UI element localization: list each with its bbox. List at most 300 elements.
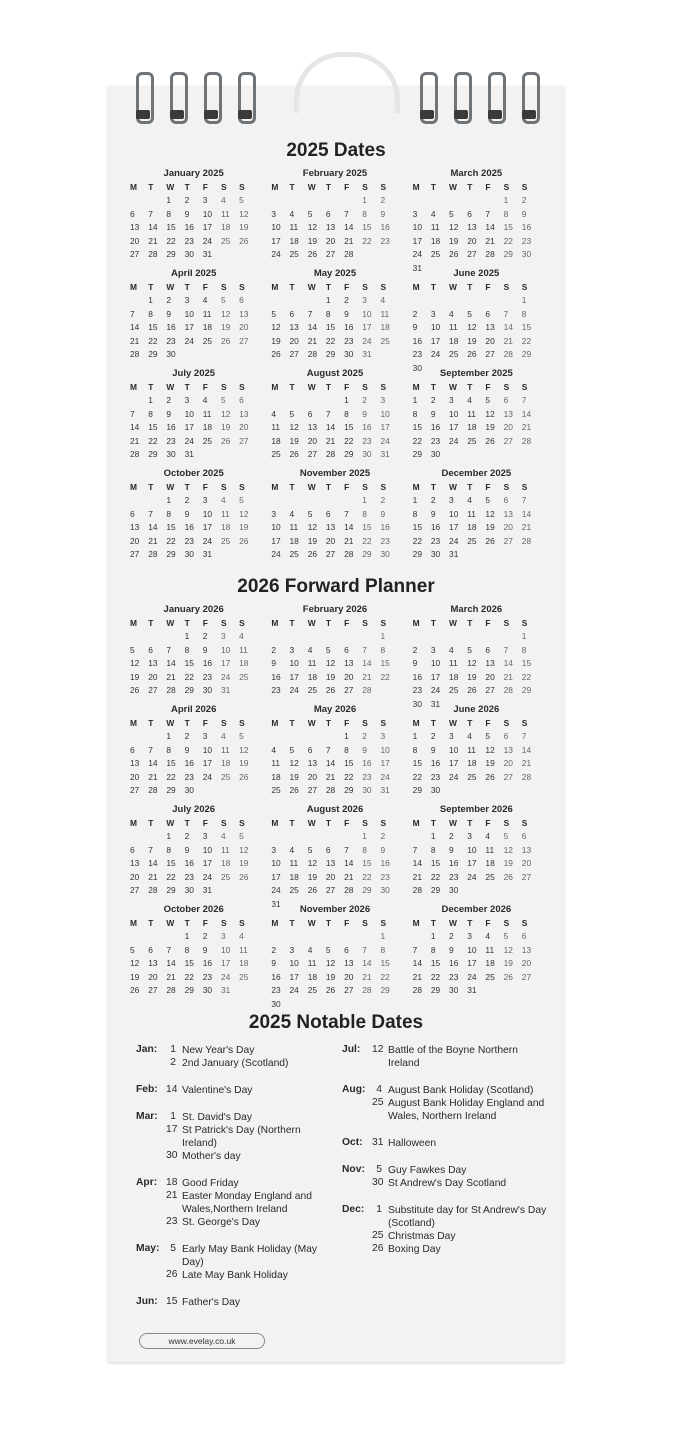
weekday-label: T [148,282,154,292]
day-cell [130,730,148,744]
day-cell: 30 [166,449,176,460]
day-cell [326,730,344,744]
day-cell: 18 [449,335,459,346]
day-cell: 7 [148,844,153,855]
weekday-label: T [467,818,473,828]
day-cell: 25 [289,549,299,560]
day-cell: 13 [521,844,532,855]
day-cell: 21 [130,435,140,446]
day-cell: 6 [344,944,349,955]
day-cell: 13 [130,758,140,769]
day-cell: 8 [344,744,349,755]
weekday-label: S [521,382,528,392]
week-row [130,657,257,671]
notable-month [342,1204,552,1256]
day-cell: 27 [289,349,299,360]
month-block [130,268,257,368]
notable-month [136,1296,336,1309]
day-cell: 25 [289,249,299,260]
weekday-label: T [467,482,473,492]
weekday-label: S [362,482,368,492]
day-cell: 2 [430,395,436,405]
week-row [413,321,540,335]
weekday-label: W [166,918,175,928]
weekday-label: F [485,818,491,828]
day-cell: 19 [220,322,231,333]
day-cell [166,630,184,644]
day-cell: 24 [220,671,231,682]
day-cell [449,630,467,644]
day-cell: 30 [521,249,532,260]
week-row [130,884,257,898]
day-cell [271,630,289,644]
weekday-label: S [380,182,387,192]
day-cell: 29 [521,349,532,360]
weekday-label: F [485,182,491,192]
week-row [130,421,257,435]
notable-event: Boxing Day [388,1244,441,1255]
weekday-label: S [503,382,510,392]
day-cell: 15 [166,522,176,533]
week-row [413,857,540,871]
notable-month [342,1164,552,1190]
day-cell: 3 [362,295,367,305]
day-cell: 13 [521,944,532,955]
day-cell: 12 [325,958,336,969]
day-cell [522,548,540,562]
day-cell: 2 [362,395,367,405]
day-cell: 26 [467,685,477,696]
day-cell [362,630,380,644]
day-cell [522,884,540,898]
day-cell: 16 [202,958,213,969]
weekday-label: S [362,618,368,628]
day-cell: 1 [380,631,386,641]
day-cell: 28 [148,249,158,260]
day-cell: 25 [467,771,477,782]
day-cell [413,294,431,308]
notable-day: 2 [170,1057,176,1068]
week-row [271,308,398,322]
notable-event: St Patrick's Day (Northern Ireland) [182,1125,301,1149]
notable-month-label: Jan: [136,1044,158,1055]
day-cell: 22 [430,871,441,882]
day-cell: 5 [289,408,295,419]
title-2026-forward-planner: 2026 Forward Planner [237,576,435,597]
day-cell: 3 [449,395,454,405]
day-cell: 20 [521,858,532,869]
day-cell: 23 [412,349,422,360]
day-cell: 1 [184,631,190,641]
day-cell: 13 [130,222,140,233]
day-cell: 27 [239,335,249,346]
day-cell: 13 [503,508,513,519]
day-cell: 4 [485,931,491,941]
day-cell: 26 [307,885,318,896]
day-cell: 2 [430,731,436,741]
day-cell: 2 [184,195,190,205]
day-cell: 1 [166,831,172,841]
notable-event: St. David's Day [182,1112,253,1123]
week-row [413,548,540,562]
day-cell: 8 [148,308,153,319]
weekday-label: S [503,918,510,928]
day-cell: 28 [344,549,354,560]
notable-month-label: Oct: [342,1137,363,1148]
day-cell: 25 [485,871,495,882]
day-cell: 10 [220,644,231,655]
day-cell: 1 [325,295,331,305]
day-cell: 18 [467,522,477,533]
day-cell: 9 [362,408,367,419]
calendar-2025 [130,168,540,568]
weekday-label: M [271,918,279,928]
week-row [130,435,257,449]
week-row [271,884,398,898]
week-row [130,757,257,771]
day-cell: 25 [239,671,249,682]
weekday-label: M [271,382,279,392]
weekday-label: T [184,182,190,192]
day-cell: 8 [362,844,367,855]
day-cell: 17 [467,958,477,969]
day-cell: 12 [503,844,513,855]
weekday-header [413,380,540,394]
day-cell: 6 [344,644,349,655]
weekday-header [271,180,398,194]
day-cell: 30 [202,685,213,696]
day-cell [326,394,344,408]
day-cell: 19 [467,671,477,682]
week-row [271,421,398,435]
notable-month-label: Dec: [342,1204,365,1215]
day-cell: 25 [289,885,299,896]
day-cell: 11 [239,944,248,955]
day-cell: 8 [184,644,190,655]
day-cell: 15 [148,422,158,433]
weekday-label: T [148,918,154,928]
day-cell: 7 [521,395,527,405]
day-cell: 10 [271,858,281,869]
week-row [271,321,398,335]
day-cell [239,684,257,698]
day-cell: 30 [430,785,441,796]
day-cell: 31 [202,885,213,896]
day-cell: 25 [307,685,318,696]
day-cell [239,248,257,262]
day-cell: 2 [362,731,367,741]
day-cell: 5 [239,495,244,505]
day-cell: 16 [271,671,281,682]
day-cell: 20 [307,435,318,446]
day-cell: 16 [430,758,441,769]
day-cell: 28 [362,685,372,696]
weekday-label: T [148,482,154,492]
week-row [271,671,398,685]
day-cell: 21 [344,235,354,246]
day-cell: 20 [325,235,336,246]
month-block [413,904,540,1004]
day-cell: 25 [202,335,213,346]
day-cell: 24 [449,535,459,546]
day-cell: 23 [449,871,459,882]
day-cell: 5 [220,395,226,405]
day-cell: 30 [412,362,422,373]
day-cell: 12 [307,222,318,233]
day-cell [504,548,522,562]
day-cell: 16 [412,671,422,682]
day-cell: 17 [449,422,459,433]
weekday-label: S [362,818,368,828]
day-cell: 30 [184,885,194,896]
day-cell: 13 [485,322,495,333]
weekday-label: S [521,818,528,828]
day-cell: 28 [166,685,176,696]
week-row [130,830,257,844]
notable-event: Late May Bank Holiday [182,1270,288,1281]
day-cell: 4 [220,731,226,741]
day-cell: 27 [130,785,140,796]
day-cell: 16 [412,335,422,346]
day-cell: 1 [521,295,527,305]
day-cell: 7 [412,944,418,955]
day-cell: 21 [148,535,158,546]
day-cell: 28 [503,349,513,360]
weekday-label: W [307,718,316,728]
weekday-label: W [166,482,175,492]
day-cell: 27 [325,249,336,260]
day-cell: 31 [430,698,441,709]
day-cell: 13 [485,658,495,669]
day-cell: 19 [239,758,249,769]
day-cell: 18 [430,235,441,246]
day-cell: 12 [485,408,495,419]
day-cell: 5 [485,495,491,505]
day-cell: 8 [503,208,509,219]
month-block [271,704,398,804]
day-cell: 24 [412,249,422,260]
month-block [130,604,257,704]
day-cell: 19 [289,771,299,782]
week-row [271,408,398,422]
week-row [413,844,540,858]
day-cell: 11 [271,422,281,433]
week-row [413,435,540,449]
week-row [271,535,398,549]
day-cell [130,294,148,308]
notable-month-label [136,1057,166,1070]
day-cell: 29 [362,885,372,896]
notable-event: New Year's Day [182,1045,255,1056]
day-cell: 5 [307,208,313,219]
day-cell: 11 [307,958,317,969]
day-cell: 20 [148,971,158,982]
day-cell: 17 [289,971,299,982]
notable-day: 25 [372,1230,384,1241]
notable-day: 5 [376,1164,382,1175]
day-cell: 18 [220,222,231,233]
day-cell: 27 [485,685,495,696]
week-row [413,408,540,422]
day-cell: 23 [430,435,441,446]
day-cell [308,830,326,844]
day-cell [362,998,380,1012]
day-cell: 10 [202,208,213,219]
weekday-label: W [307,918,316,928]
day-cell: 26 [467,349,477,360]
notable-event: Guy Fawkes Day [388,1165,467,1176]
day-cell: 12 [239,744,249,755]
day-cell: 19 [503,858,513,869]
day-cell: 18 [220,522,231,533]
weekday-label: F [202,718,208,728]
day-cell [203,348,221,362]
day-cell: 30 [362,785,372,796]
day-cell: 23 [184,535,194,546]
day-cell [431,630,449,644]
week-row [413,957,540,971]
day-cell: 3 [202,831,208,841]
day-cell: 29 [503,249,513,260]
month-name: January 2026 [163,604,224,615]
day-cell: 22 [362,871,372,882]
day-cell [271,930,289,944]
weekday-label: T [148,618,154,628]
day-cell: 5 [467,644,472,655]
day-cell: 10 [289,958,299,969]
day-cell: 3 [202,195,208,205]
day-cell: 12 [503,944,513,955]
weekday-label: T [325,618,332,628]
title-notable-dates: 2025 Notable Dates [248,1012,424,1033]
day-cell: 12 [307,522,318,533]
notable-event: Substitute day for St Andrew's Day (Scotland) [388,1205,547,1229]
month-block [271,268,398,368]
weekday-header [271,480,398,494]
day-cell: 7 [325,408,331,419]
day-cell: 12 [289,758,299,769]
day-cell: 29 [412,549,422,560]
notable-month-label [136,1150,166,1163]
weekday-label: M [412,382,420,392]
day-cell: 4 [289,508,295,519]
day-cell: 25 [271,785,281,796]
day-cell: 9 [202,644,208,655]
day-cell: 15 [325,322,336,333]
weekday-label: F [202,282,208,292]
weekday-label: F [344,382,350,392]
weekday-label: T [325,718,332,728]
week-row [130,348,257,362]
day-cell: 5 [503,831,509,841]
day-cell: 14 [521,508,532,519]
day-cell: 29 [325,349,336,360]
month-name: May 2025 [313,268,357,279]
day-cell: 2 [166,395,172,405]
week-row [130,294,257,308]
weekday-label: M [130,282,137,292]
weekday-label: W [307,182,316,192]
day-cell: 5 [130,644,135,655]
weekday-label: T [430,918,436,928]
week-row [271,771,398,785]
weekday-label: S [239,618,245,628]
day-cell: 29 [344,449,354,460]
week-row [271,348,398,362]
day-cell: 16 [202,658,213,669]
day-cell: 8 [521,308,527,319]
weekday-label: W [166,818,175,828]
weekday-label: M [271,818,279,828]
week-row [130,194,257,208]
week-row [413,884,540,898]
week-row [130,308,257,322]
day-cell: 22 [521,671,532,682]
day-cell: 8 [166,508,172,519]
weekday-label: M [130,482,137,492]
weekday-label: T [184,618,190,628]
weekday-label: W [449,482,457,492]
day-cell: 9 [380,844,386,855]
weekday-label: M [130,718,137,728]
weekday-label: S [380,282,387,292]
day-cell: 18 [289,535,299,546]
day-cell: 14 [344,858,354,869]
day-cell: 15 [521,658,532,669]
day-cell: 1 [344,395,349,405]
weekday-label: S [503,482,510,492]
week-row [271,998,398,1012]
day-cell: 22 [380,971,390,982]
day-cell: 9 [412,322,418,333]
day-cell: 25 [220,535,231,546]
day-cell: 30 [380,885,390,896]
notable-month-label [136,1216,166,1229]
day-cell: 7 [307,308,313,319]
day-cell: 25 [467,435,477,446]
day-cell: 12 [220,408,231,419]
week-row [271,784,398,798]
notable-month [342,1084,552,1123]
day-cell [290,294,308,308]
day-cell [504,784,522,798]
day-cell: 27 [521,971,532,982]
day-cell: 26 [271,349,281,360]
day-cell: 17 [202,758,213,769]
day-cell [130,630,148,644]
day-cell [504,294,522,308]
day-cell: 21 [166,971,176,982]
day-cell: 23 [380,871,390,882]
day-cell: 6 [485,644,491,655]
week-row [130,548,257,562]
day-cell: 30 [166,349,176,360]
week-row [413,208,540,222]
day-cell: 22 [380,671,390,682]
day-cell [504,630,522,644]
weekday-header [130,480,257,494]
day-cell: 24 [289,985,299,996]
day-cell: 15 [184,958,194,969]
weekday-label: M [271,618,279,628]
day-cell: 10 [271,522,281,533]
day-cell [290,830,308,844]
weekday-header [130,916,257,930]
notable-day: 1 [376,1204,382,1215]
day-cell: 21 [412,871,422,882]
day-cell: 18 [271,771,281,782]
day-cell: 19 [130,671,140,682]
